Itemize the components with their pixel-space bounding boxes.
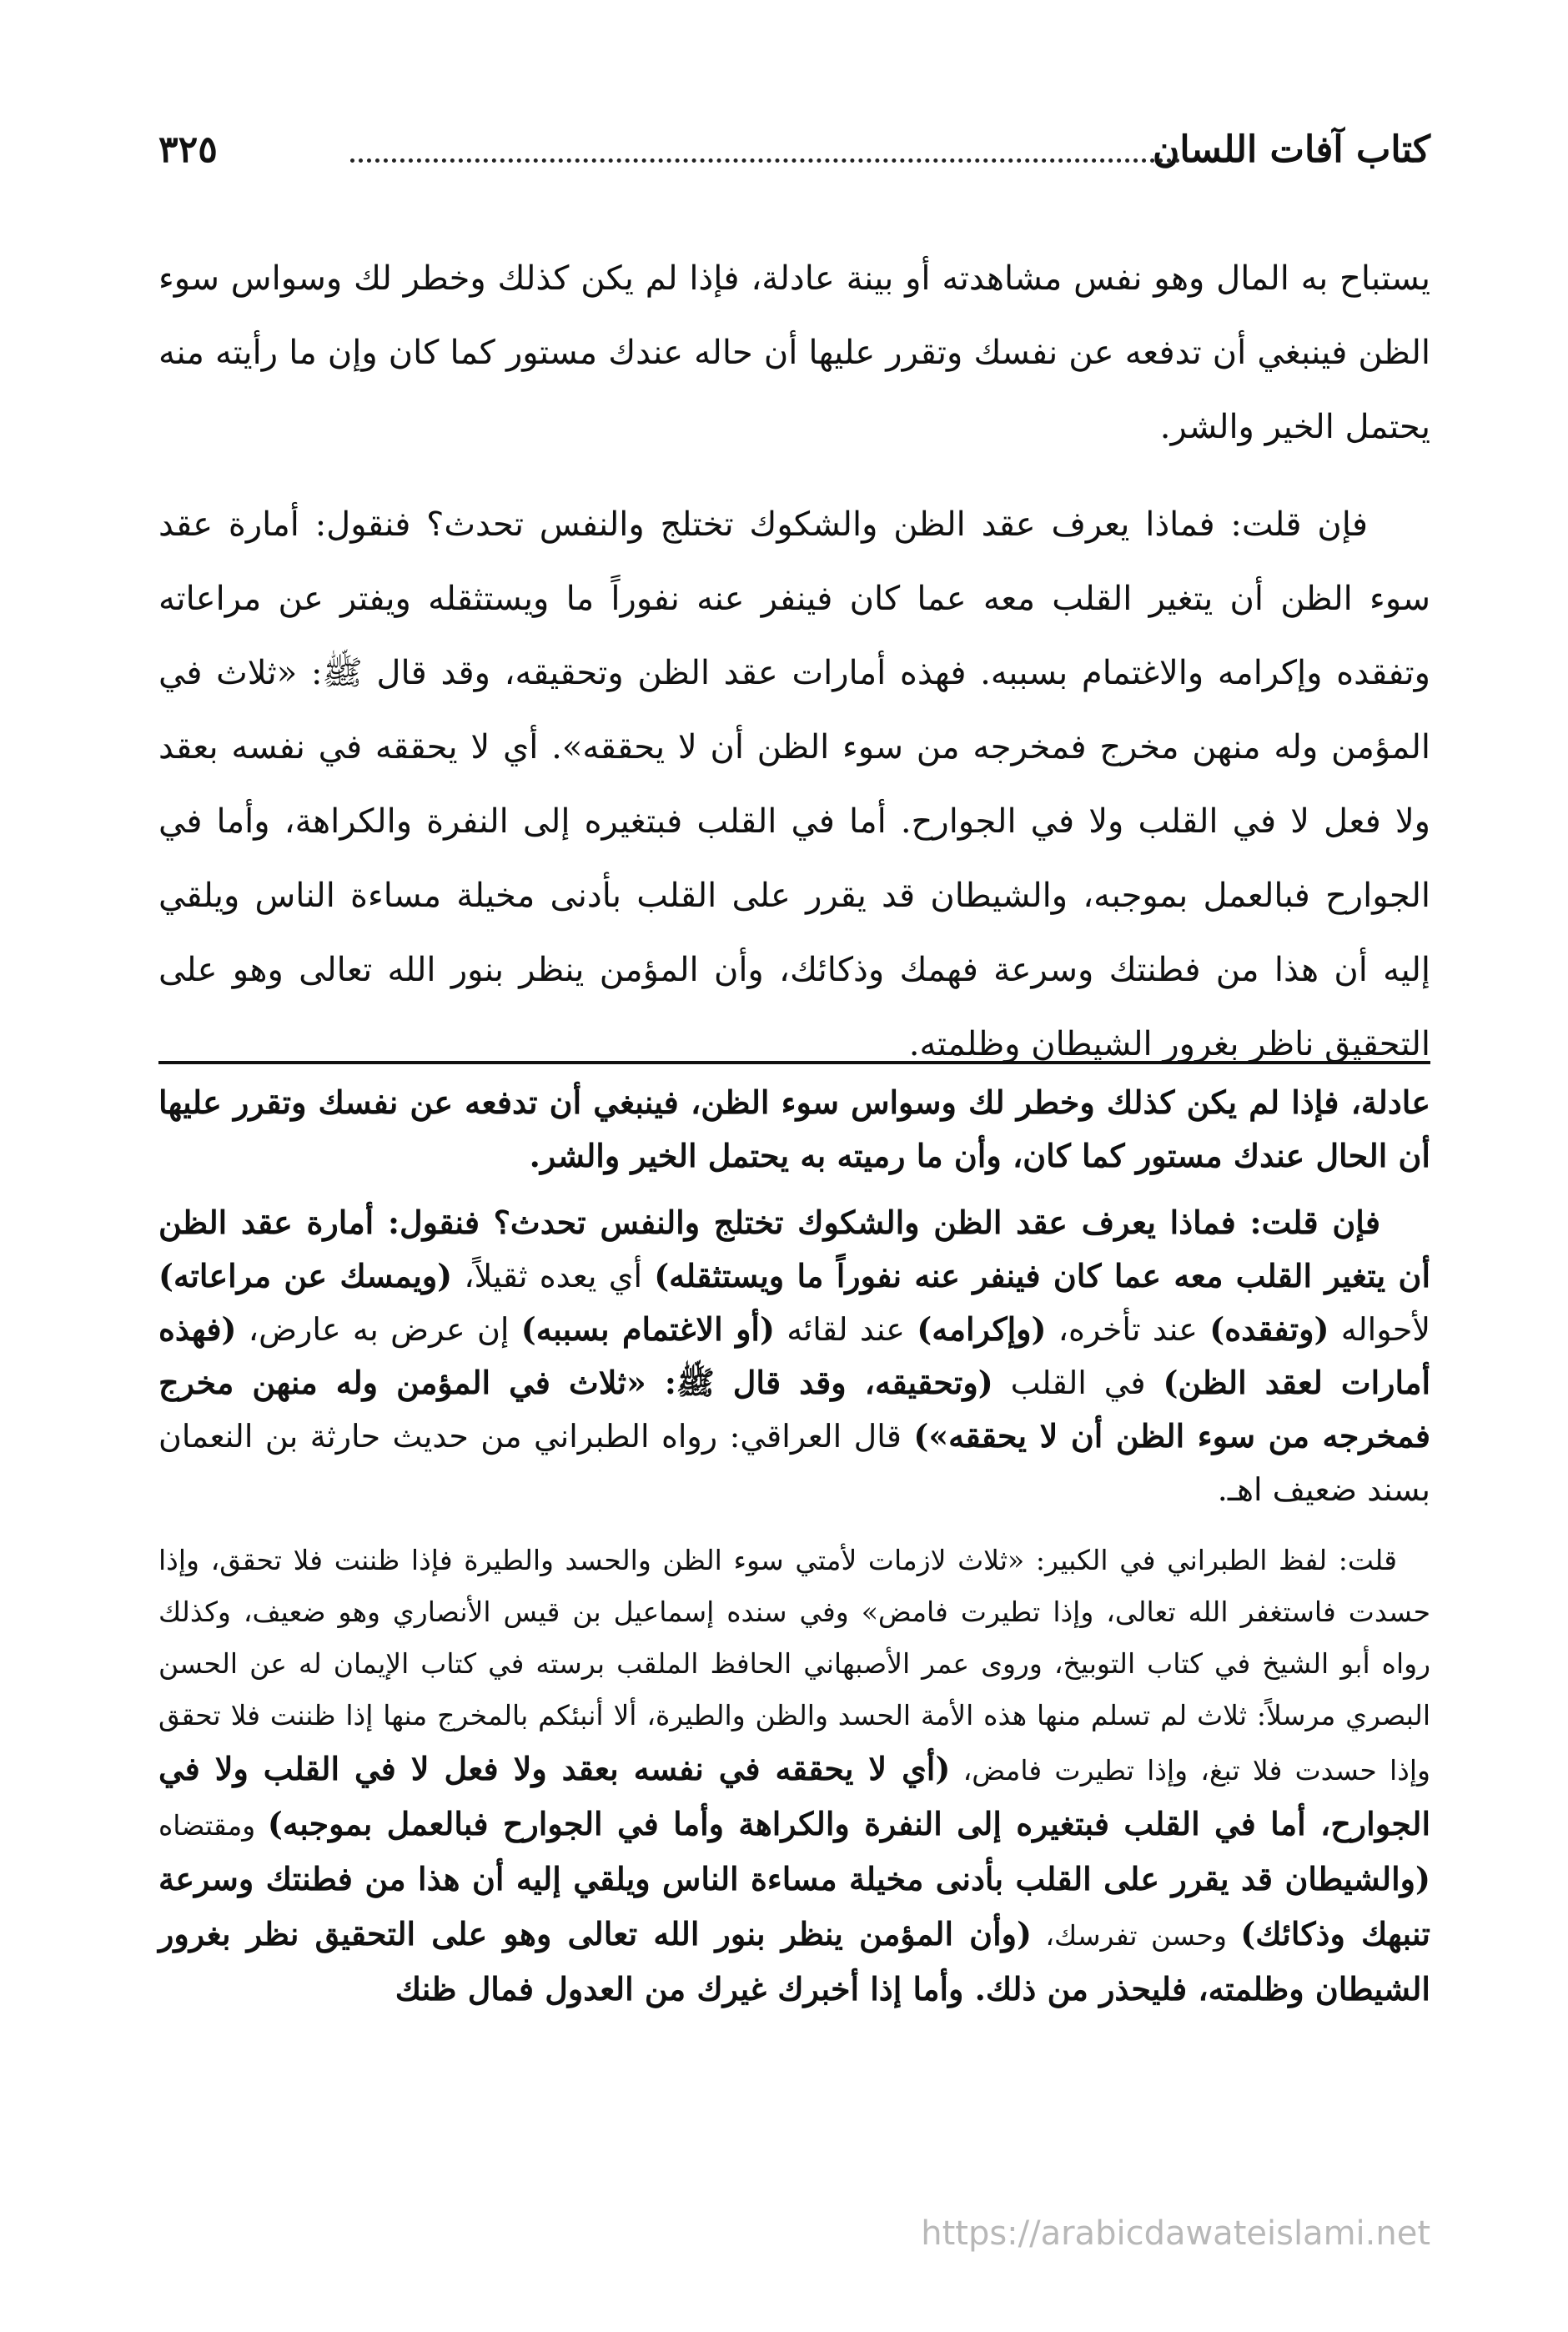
sharh-text: عند لقائه xyxy=(774,1311,917,1348)
sharh-text: قلت: لفظ الطبراني في الكبير: «ثلاث لازمات لأمتي سوء الظن والحسد والطيرة فإذا ظننت فلا تحقق، وإذا حسدت فاستغفر الله تعالى، وإذا تطيرت فامض» وفي سنده إسماعيل بن قيس الأنصاري وهو ضعيف، وكذلك رواه أبو الشيخ في كتاب التوبيخ، وروى عمر الأصبهاني الحافظ الملقب برسته في كتاب الإيمان له عن الحسن البصري مرسلاً: ثلاث لم تسلم منها هذه الأمة الحسد والظن والطيرة، ألا أنبئكم بالمخرج منها إذا ظننت فلا تحقق وإذا حسدت فلا تبغ، وإذا تطيرت فامض، xyxy=(158,1544,1430,1787)
leader-dots xyxy=(350,158,1180,163)
quoted-matn: (وتحقيقه، وقد قال ﷺ: «ثلاث في المؤمن وله منهن مخرج فمخرجه من سوء الظن أن لا يحققه») xyxy=(158,1364,1431,1455)
main-paragraph-1: يستباح به المال وهو نفس مشاهدته أو بينة عادلة، فإذا لم يكن كذلك وخطر لك وسواس سوء الظن فينبغي أن تدفعه عن نفسك وتقرر عليها أن حاله عندك مستور كما كان وإن ما رأيته منه يحتمل الخير والشر. xyxy=(158,259,1430,446)
quoted-matn: فإن قلت: فماذا يعرف عقد الظن والشكوك تختلج والنفس تحدث؟ فنقول: أمارة عقد الظن أن يتغير القلب معه عما كان فينفر عنه نفوراً ما ويستثقله) xyxy=(158,1204,1430,1294)
section-divider xyxy=(158,1061,1430,1064)
quoted-matn: (فهذه أمارات لعقد الظن) xyxy=(158,1310,1430,1401)
sharh-text: ومقتضاه xyxy=(158,1809,268,1842)
quoted-matn: (أي لا يحققه في نفسه بعقد ولا فعل لا في القلب ولا في الجوارح، أما في القلب فبتغيره إلى النفرة والكراهة وأما في الجوارح فبالعمل بموجبه) xyxy=(158,1750,1431,1842)
sharh-text: وحسن تفرسك، xyxy=(1031,1919,1241,1952)
page-header xyxy=(158,125,1430,183)
sharh-text: أي يعده ثقيلاً، xyxy=(452,1258,655,1294)
quoted-matn: (أو الاغتمام بسببه) xyxy=(520,1310,775,1348)
quoted-matn: (وإكرامه) xyxy=(917,1310,1047,1348)
commentary-text xyxy=(158,1076,1430,2017)
quoted-matn: (وأن المؤمن ينظر بنور الله تعالى وهو على التحقيق نظر بغرور الشيطان وظلمته، فليحذر من ذلك. وأما إذا أخبرك غيرك من العدول فمال ظنك xyxy=(158,1915,1430,2008)
quoted-matn: (ويمسك عن مراعاته) xyxy=(158,1257,453,1294)
sharh-text: قال العراقي: رواه الطبراني من حديث حارثة بن النعمان بسند ضعيف اهـ. xyxy=(158,1418,1430,1508)
commentary-paragraph-1: عادلة، فإذا لم يكن كذلك وخطر لك وسواس سوء الظن، فينبغي أن تدفعه عن نفسك وتقرر عليها أن الحال عندك مستور كما كان، وأن ما رميته به يحتمل الخير والشر. xyxy=(158,1083,1430,1174)
main-paragraph-2: فإن قلت: فماذا يعرف عقد الظن والشكوك تختلج والنفس تحدث؟ فنقول: أمارة عقد سوء الظن أن يتغير القلب معه عما كان فينفر عنه نفوراً ما ويستثقله ويفتر عن مراعاته وتفقده وإكرامه والاغتمام بسببه. فهذه أمارات عقد الظن وتحقيقه، وقد قال ﷺ: «ثلاث في المؤمن وله منهن مخرج فمخرجه من سوء الظن أن لا يحققه». أي لا يحققه في نفسه بعقد ولا فعل لا في القلب ولا في الجوارح. أما في القلب فبتغيره إلى النفرة والكراهة، وأما في الجوارح فبالعمل بموجبه، والشيطان قد يقرر على القلب بأدنى مخيلة مساءة الناس ويلقي إليه أن هذا من فطنتك وسرعة فهمك وذكائك، وأن المؤمن ينظر بنور الله تعالى وهو على التحقيق ناظر بغرور الشيطان وظلمته. xyxy=(158,505,1430,1063)
sharh-text: عند تأخره، xyxy=(1046,1311,1210,1348)
sharh-text: لأحواله xyxy=(1329,1311,1431,1348)
page-number: ٣٢٥ xyxy=(158,128,218,171)
running-title: كتاب آفات اللسان xyxy=(1153,128,1430,171)
watermark-url: https://arabicdawateislami.net xyxy=(921,2214,1430,2253)
commentary-paragraph-2 xyxy=(158,1196,1430,1516)
commentary-paragraph-3 xyxy=(158,1535,1430,2017)
quoted-matn: (وتفقده) xyxy=(1209,1310,1329,1348)
quoted-matn: (والشيطان قد يقرر على القلب بأدنى مخيلة مساءة الناس ويلقي إليه أن هذا من فطنتك وسرعة تنبهك وذكائك) xyxy=(158,1860,1430,1953)
sharh-text: إن عرض به عارض، xyxy=(236,1311,521,1348)
main-text xyxy=(158,242,1430,1082)
sharh-text: في القلب xyxy=(993,1365,1163,1401)
